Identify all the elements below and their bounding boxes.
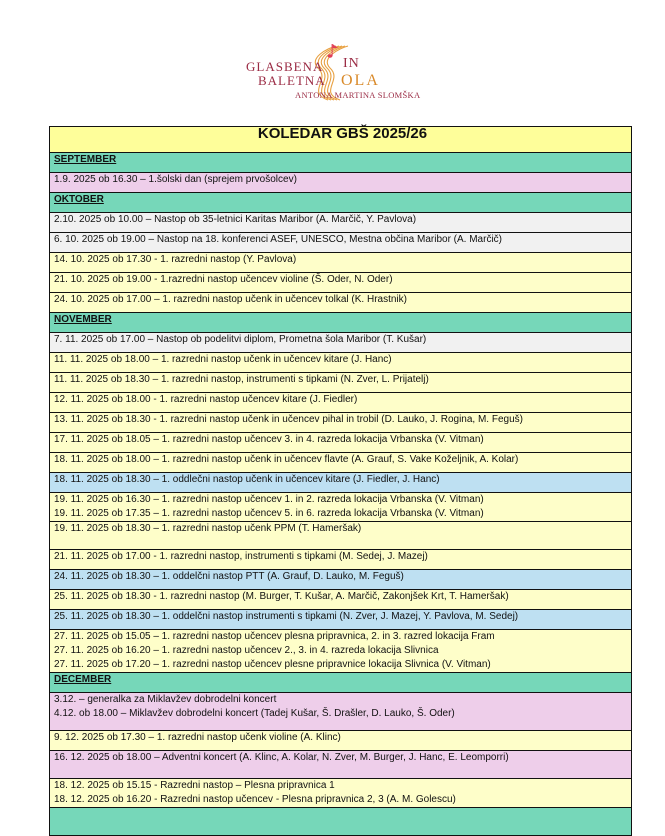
event-cell: [50, 751, 632, 779]
event-text: 18. 12. 2025 ob 15.15 - Razredni nastop – Plesna pripravnica 1: [54, 780, 335, 791]
event-text: 18. 12. 2025 ob 16.20 - Razredni nastop učencev - Plesna pripravnica 2, 3 (A. M. Golescu): [54, 794, 456, 805]
event-cell: [50, 453, 632, 473]
event-text: 1.9. 2025 ob 16.30 – 1.šolski dan (sprejem prvošolcev): [54, 174, 297, 185]
event-cell: [50, 173, 632, 193]
empty-cell: [50, 808, 632, 836]
calendar-title-row: [50, 127, 632, 153]
event-cell: [50, 779, 632, 808]
event-row: [50, 393, 632, 413]
event-text: 27. 11. 2025 ob 16.20 – 1. razredni nastop učencev 2., 3. in 4. razreda lokacija Slivnica: [54, 645, 439, 656]
event-text: 2.10. 2025 ob 10.00 – Nastop ob 35-letnici Karitas Maribor (A. Marčič, Y. Pavlova): [54, 214, 417, 225]
event-row: [50, 413, 632, 433]
month-name: DECEMBER: [50, 673, 632, 693]
event-row: [50, 453, 632, 473]
event-cell: [50, 550, 632, 570]
event-text: 11. 11. 2025 ob 18.00 – 1. razredni nastop učenk in učencev kitare (J. Hanc): [54, 354, 392, 365]
event-text: 18. 11. 2025 ob 18.00 – 1. razredni nastop učenk in učencev flavte (A. Grauf, S. Vake Koželjnik, A. Kolar): [54, 454, 519, 465]
calendar-title: KOLEDAR GBŠ 2025/26: [50, 127, 632, 153]
event-row: [50, 173, 632, 193]
month-header-row: [50, 313, 632, 333]
event-text: 24. 10. 2025 ob 17.00 – 1. razredni nastop učenk in učencev tolkal (K. Hrastnik): [54, 294, 407, 305]
event-cell: [50, 473, 632, 493]
event-cell: [50, 630, 632, 673]
event-row: [50, 779, 632, 808]
event-text: 25. 11. 2025 ob 18.30 - 1. razredni nastop (M. Burger, T. Kušar, A. Marčič, Zakonjšek Krt, T. Hameršak): [54, 591, 509, 602]
empty-footer-row: [50, 808, 632, 836]
event-text: 19. 11. 2025 ob 17.35 – 1. razredni nastop učencev 5. in 6. razreda lokacija Vrbanska (V. Vitman): [54, 508, 484, 519]
event-row: [50, 373, 632, 393]
event-cell: [50, 233, 632, 253]
school-logo: [236, 42, 426, 108]
event-text: 17. 11. 2025 ob 18.05 – 1. razredni nastop učencev 3. in 4. razreda lokacija Vrbanska (V. Vitman): [54, 434, 484, 445]
event-row: [50, 293, 632, 313]
event-cell: [50, 253, 632, 273]
event-text: 16. 12. 2025 ob 18.00 – Adventni koncert (A. Klinc, A. Kolar, N. Zver, M. Burger, J. Hanc, E. Leomporri): [54, 752, 509, 763]
event-text: 14. 10. 2025 ob 17.30 - 1. razredni nastop (Y. Pavlova): [54, 254, 297, 265]
event-text: 18. 11. 2025 ob 18.30 – 1. oddlečni nastop učenk in učencev kitare (J. Fiedler, J. Hanc): [54, 474, 440, 485]
event-text: 3.12. – generalka za Miklavžev dobrodelni koncert: [54, 694, 277, 705]
event-row: [50, 570, 632, 590]
event-row: [50, 353, 632, 373]
event-text: 27. 11. 2025 ob 15.05 – 1. razredni nastop učencev plesna pripravnica, 2. in 3. razred lokacija Fram: [54, 631, 495, 642]
event-text: 12. 11. 2025 ob 18.00 - 1. razredni nastop učencev kitare (J. Fiedler): [54, 394, 358, 405]
event-cell: [50, 213, 632, 233]
event-cell: [50, 590, 632, 610]
event-row: [50, 693, 632, 731]
event-text: 6. 10. 2025 ob 19.00 – Nastop na 18. konferenci ASEF, UNESCO, Mestna občina Maribor (A. Marčič): [54, 234, 503, 245]
event-cell: [50, 393, 632, 413]
event-cell: [50, 693, 632, 731]
event-row: [50, 233, 632, 253]
logo-text-ola: OLA: [341, 72, 380, 89]
event-cell: [50, 373, 632, 393]
month-name: SEPTEMBER: [50, 153, 632, 173]
logo-text-in: IN: [343, 56, 360, 71]
event-text: 4.12. ob 18.00 – Miklavžev dobrodelni koncert (Tadej Kušar, Š. Drašler, D. Lauko, Š. Oder): [54, 708, 455, 719]
event-row: [50, 333, 632, 353]
event-row: [50, 751, 632, 779]
event-row: [50, 522, 632, 550]
event-cell: [50, 293, 632, 313]
logo-text-baletna: BALETNA: [258, 73, 326, 88]
event-row: [50, 610, 632, 630]
month-header-row: [50, 193, 632, 213]
event-row: [50, 550, 632, 570]
event-row: [50, 630, 632, 673]
event-text: 25. 11. 2025 ob 18.30 – 1. oddelčni nastop instrumenti s tipkami (N. Zver, J. Mazej, Y. Pavlova, M. Sedej): [54, 611, 519, 622]
event-cell: [50, 433, 632, 453]
event-row: [50, 253, 632, 273]
event-cell: [50, 413, 632, 433]
event-row: [50, 433, 632, 453]
event-cell: [50, 610, 632, 630]
event-row: [50, 273, 632, 293]
event-text: 9. 12. 2025 ob 17.30 – 1. razredni nastop učenk violine (A. Klinc): [54, 732, 341, 743]
event-text: 19. 11. 2025 ob 18.30 – 1. razredni nastop učenk PPM (T. Hameršak): [54, 523, 362, 534]
logo-text-antona-martina-slomska: ANTONA MARTINA SLOMŠKA: [295, 90, 421, 100]
event-cell: [50, 570, 632, 590]
month-header-row: [50, 153, 632, 173]
event-cell: [50, 493, 632, 522]
event-text: 21. 10. 2025 ob 19.00 - 1.razredni nastop učencev violine (Š. Oder, N. Oder): [54, 274, 393, 285]
event-row: [50, 590, 632, 610]
event-text: 21. 11. 2025 ob 17.00 - 1. razredni nastop, instrumenti s tipkami (M. Sedej, J. Mazej): [54, 551, 428, 562]
event-text: 11. 11. 2025 ob 18.30 – 1. razredni nastop, instrumenti s tipkami (N. Zver, L. Prijatelj): [54, 374, 429, 385]
month-name: OKTOBER: [50, 193, 632, 213]
event-text: 27. 11. 2025 ob 17.20 – 1. razredni nastop učencev plesne pripravnice lokacija Slivnica (V. Vitman): [54, 659, 491, 670]
event-row: [50, 493, 632, 522]
calendar-table: [49, 126, 632, 836]
month-header-row: [50, 673, 632, 693]
month-name: NOVEMBER: [50, 313, 632, 333]
event-cell: [50, 273, 632, 293]
event-text: 19. 11. 2025 ob 16.30 – 1. razredni nastop učencev 1. in 2. razreda lokacija Vrbanska (V. Vitman): [54, 494, 484, 505]
event-text: 13. 11. 2025 ob 18.30 - 1. razredni nastop učenk in učencev pihal in trobil (D. Lauko, J. Rogina, M. Feguš): [54, 414, 523, 425]
event-cell: [50, 731, 632, 751]
event-cell: [50, 353, 632, 373]
event-text: 7. 11. 2025 ob 17.00 – Nastop ob podelitvi diplom, Prometna šola Maribor (T. Kušar): [54, 334, 427, 345]
event-row: [50, 213, 632, 233]
event-row: [50, 731, 632, 751]
event-cell: [50, 333, 632, 353]
event-row: [50, 473, 632, 493]
logo-text-glasbena: GLASBENA: [246, 59, 324, 74]
event-text: 24. 11. 2025 ob 18.30 – 1. oddelčni nastop PTT (A. Grauf, D. Lauko, M. Feguš): [54, 571, 404, 582]
event-cell: [50, 522, 632, 550]
